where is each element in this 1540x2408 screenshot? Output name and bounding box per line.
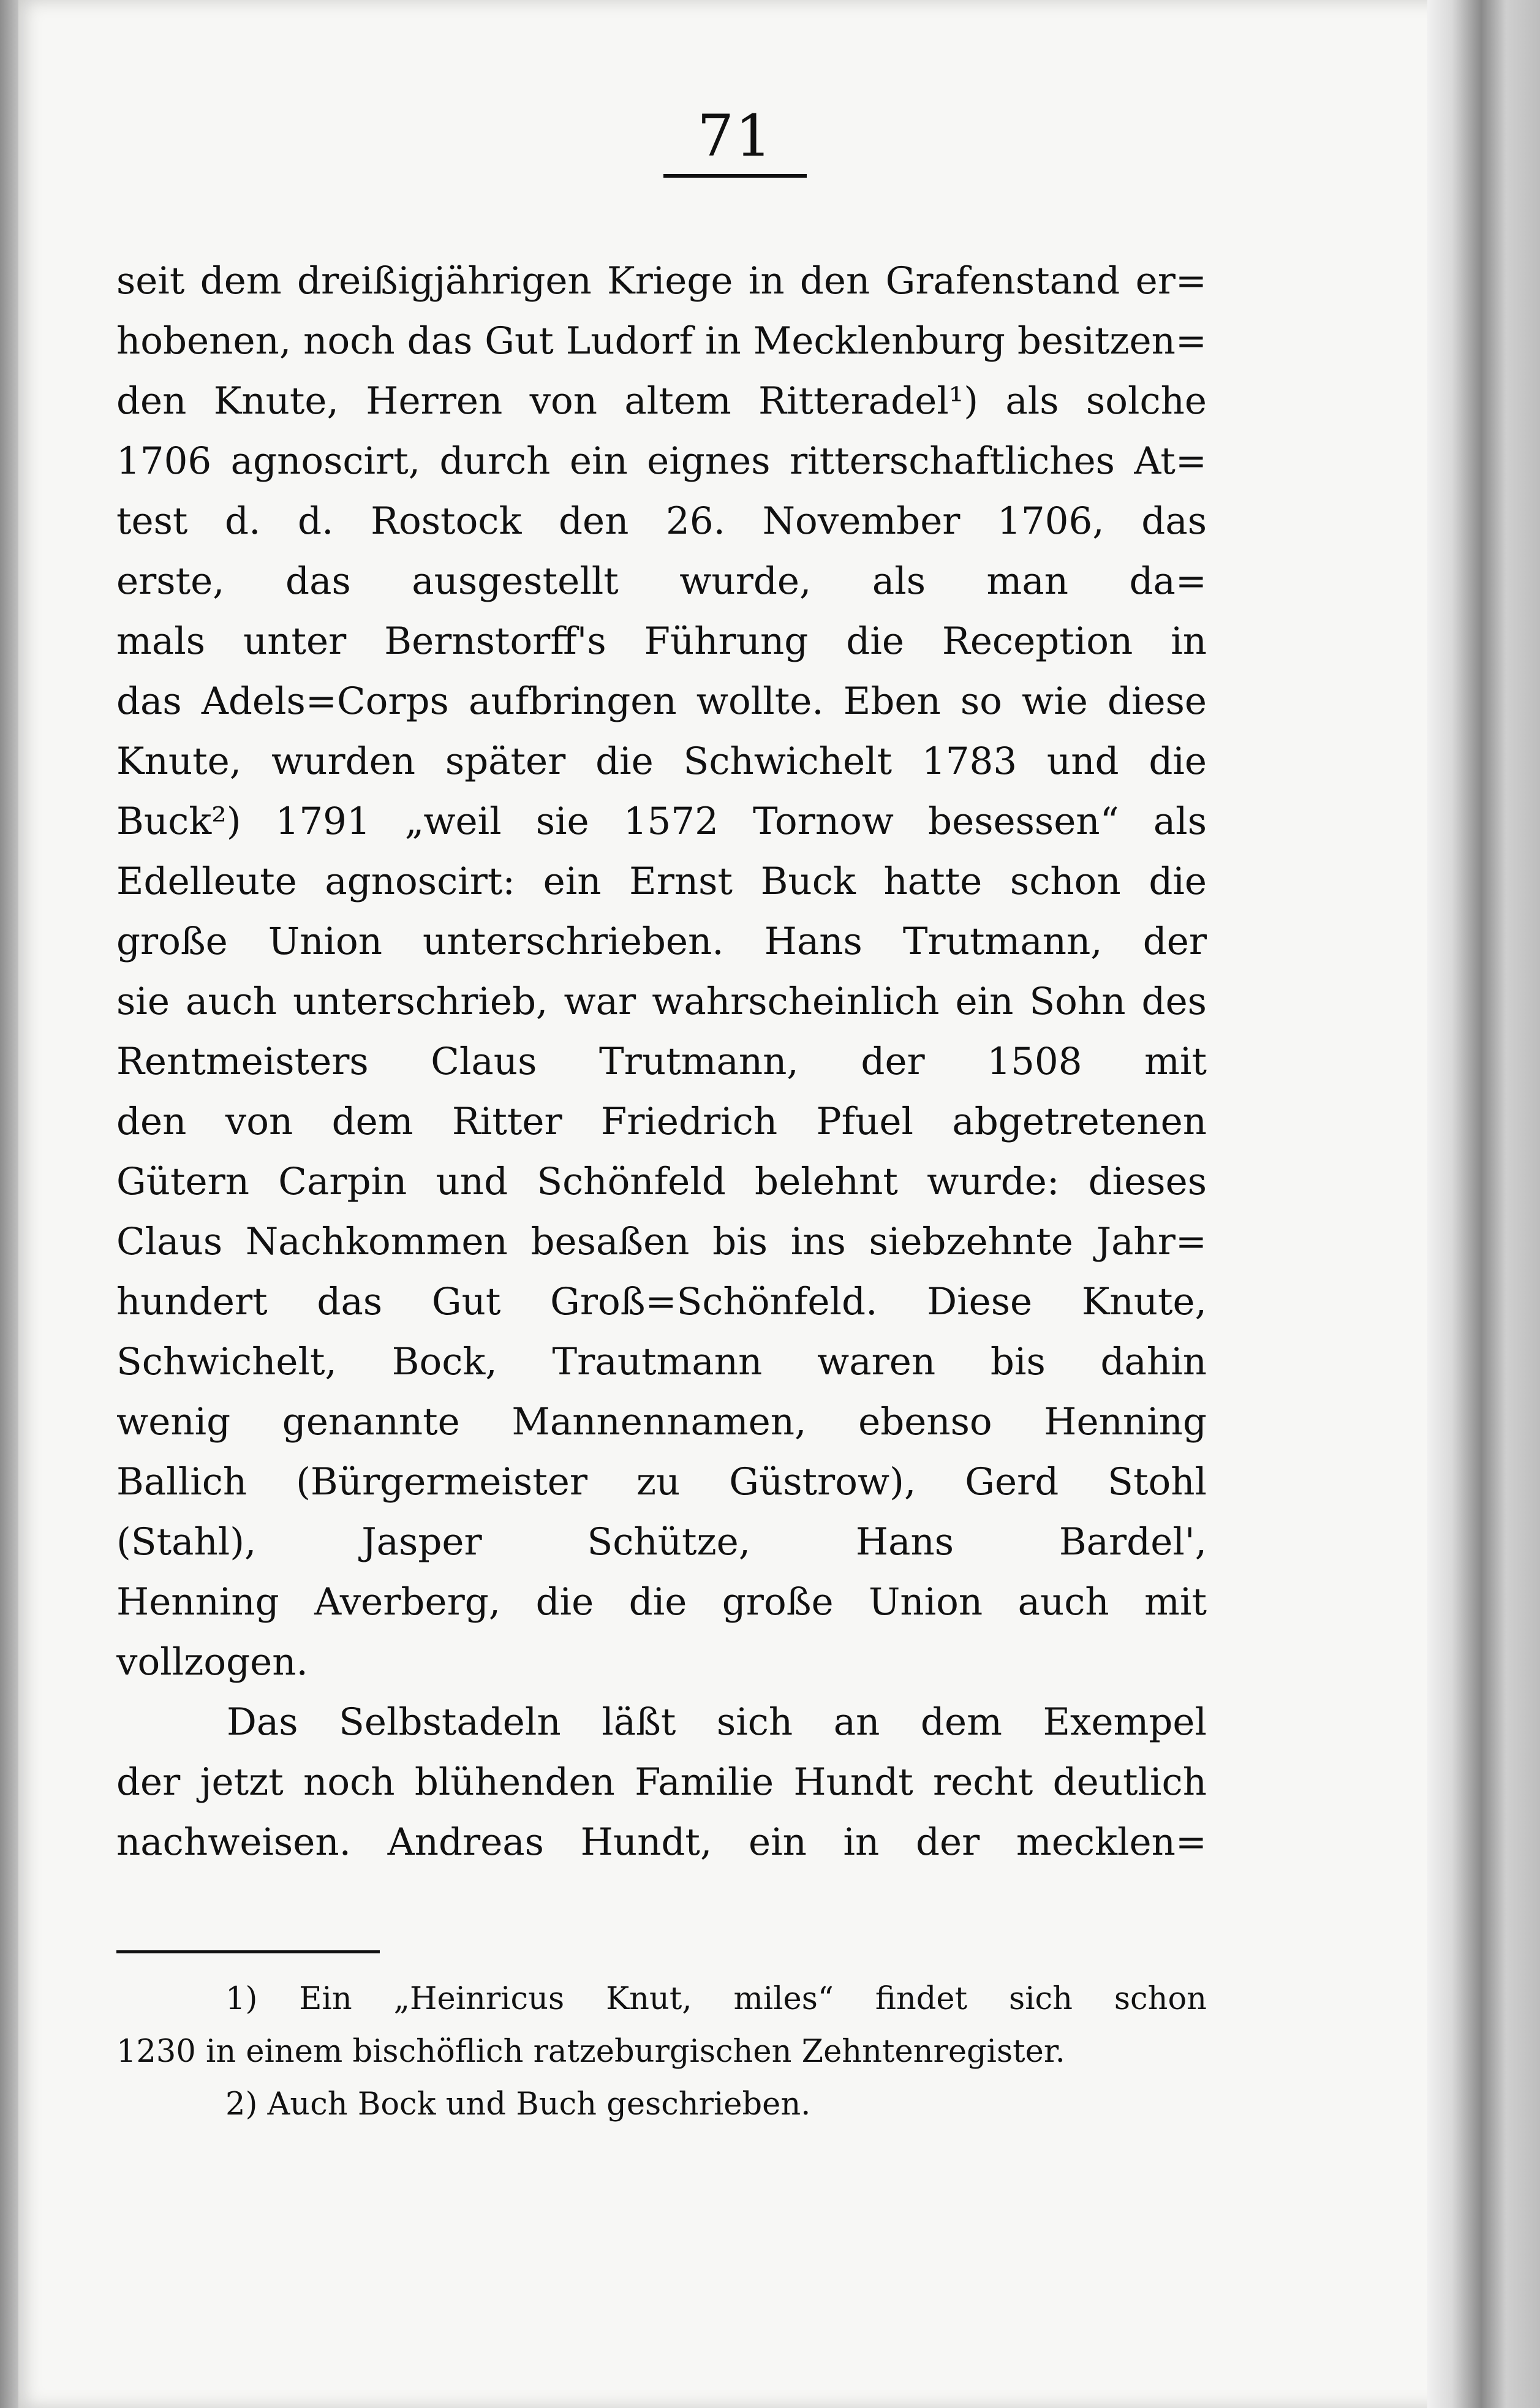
text-line-19: Schwichelt, Bock, Trautmann waren bis dahin bbox=[116, 1340, 1207, 1384]
text-line-24: vollzogen. bbox=[116, 1640, 308, 1684]
text-line-5: test d. d. Rostock den 26. November 1706, das bbox=[116, 499, 1207, 543]
text-line-11: Edelleute agnoscirt: ein Ernst Buck hatte schon die bbox=[116, 860, 1207, 903]
page-number-area bbox=[18, 103, 1452, 178]
text-line-4: 1706 agnoscirt, durch ein eignes ritterschaftliches At= bbox=[116, 439, 1207, 483]
footnotes bbox=[116, 1973, 1207, 2131]
text-line-1: seit dem dreißigjährigen Kriege in den Grafenstand er= bbox=[116, 259, 1207, 303]
footnote-1-line-2: 1230 in einem bischöflich ratzeburgischen Zehntenregister. bbox=[116, 2034, 1065, 2070]
footnote-1-line-1: 1) Ein „Heinricus Knut, miles“ findet sich schon bbox=[225, 1981, 1207, 2017]
text-line-6: erste, das ausgestellt wurde, als man da= bbox=[116, 559, 1207, 603]
right-page-edge-shadow bbox=[1427, 0, 1540, 2408]
footnote-2: 2) Auch Bock und Buch geschrieben. bbox=[225, 2086, 811, 2122]
text-line-9: Knute, wurden später die Schwichelt 1783 und die bbox=[116, 740, 1207, 783]
text-line-21: Ballich (Bürgermeister zu Güstrow), Gerd Stohl bbox=[116, 1460, 1207, 1504]
text-line-10: Buck²) 1791 „weil sie 1572 Tornow besessen“ als bbox=[116, 800, 1207, 843]
text-line-3: den Knute, Herren von altem Ritteradel¹) als solche bbox=[116, 379, 1207, 423]
text-line-20: wenig genannte Mannennamen, ebenso Henning bbox=[116, 1400, 1207, 1444]
page-number: 71 bbox=[663, 108, 807, 178]
text-line-2: hobenen, noch das Gut Ludorf in Mecklenburg besitzen= bbox=[116, 319, 1207, 363]
text-line-25: Das Selbstadeln läßt sich an dem Exempel bbox=[227, 1700, 1207, 1744]
footnote-separator bbox=[116, 1950, 380, 1953]
main-text bbox=[116, 251, 1207, 1872]
text-line-7: mals unter Bernstorff's Führung die Reception in bbox=[116, 619, 1207, 663]
text-line-26: der jetzt noch blühenden Familie Hundt recht deutlich bbox=[116, 1760, 1207, 1804]
text-line-22: (Stahl), Jasper Schütze, Hans Bardel', bbox=[116, 1520, 1207, 1564]
text-line-15: den von dem Ritter Friedrich Pfuel abgetretenen bbox=[116, 1100, 1207, 1143]
text-line-23: Henning Averberg, die die große Union auch mit bbox=[116, 1580, 1207, 1624]
text-line-18: hundert das Gut Groß=Schönfeld. Diese Knute, bbox=[116, 1280, 1207, 1323]
text-line-13: sie auch unterschrieb, war wahrscheinlich ein Sohn des bbox=[116, 980, 1207, 1023]
book-page bbox=[18, 0, 1452, 2408]
text-line-27: nachweisen. Andreas Hundt, ein in der mecklen= bbox=[116, 1820, 1207, 1864]
text-line-8: das Adels=Corps aufbringen wollte. Eben so wie diese bbox=[116, 680, 1207, 723]
text-line-16: Gütern Carpin und Schönfeld belehnt wurde: dieses bbox=[116, 1160, 1207, 1203]
text-line-14: Rentmeisters Claus Trutmann, der 1508 mit bbox=[116, 1040, 1207, 1083]
text-line-12: große Union unterschrieben. Hans Trutmann, der bbox=[116, 920, 1207, 963]
text-line-17: Claus Nachkommen besaßen bis ins siebzehnte Jahr= bbox=[116, 1220, 1207, 1263]
